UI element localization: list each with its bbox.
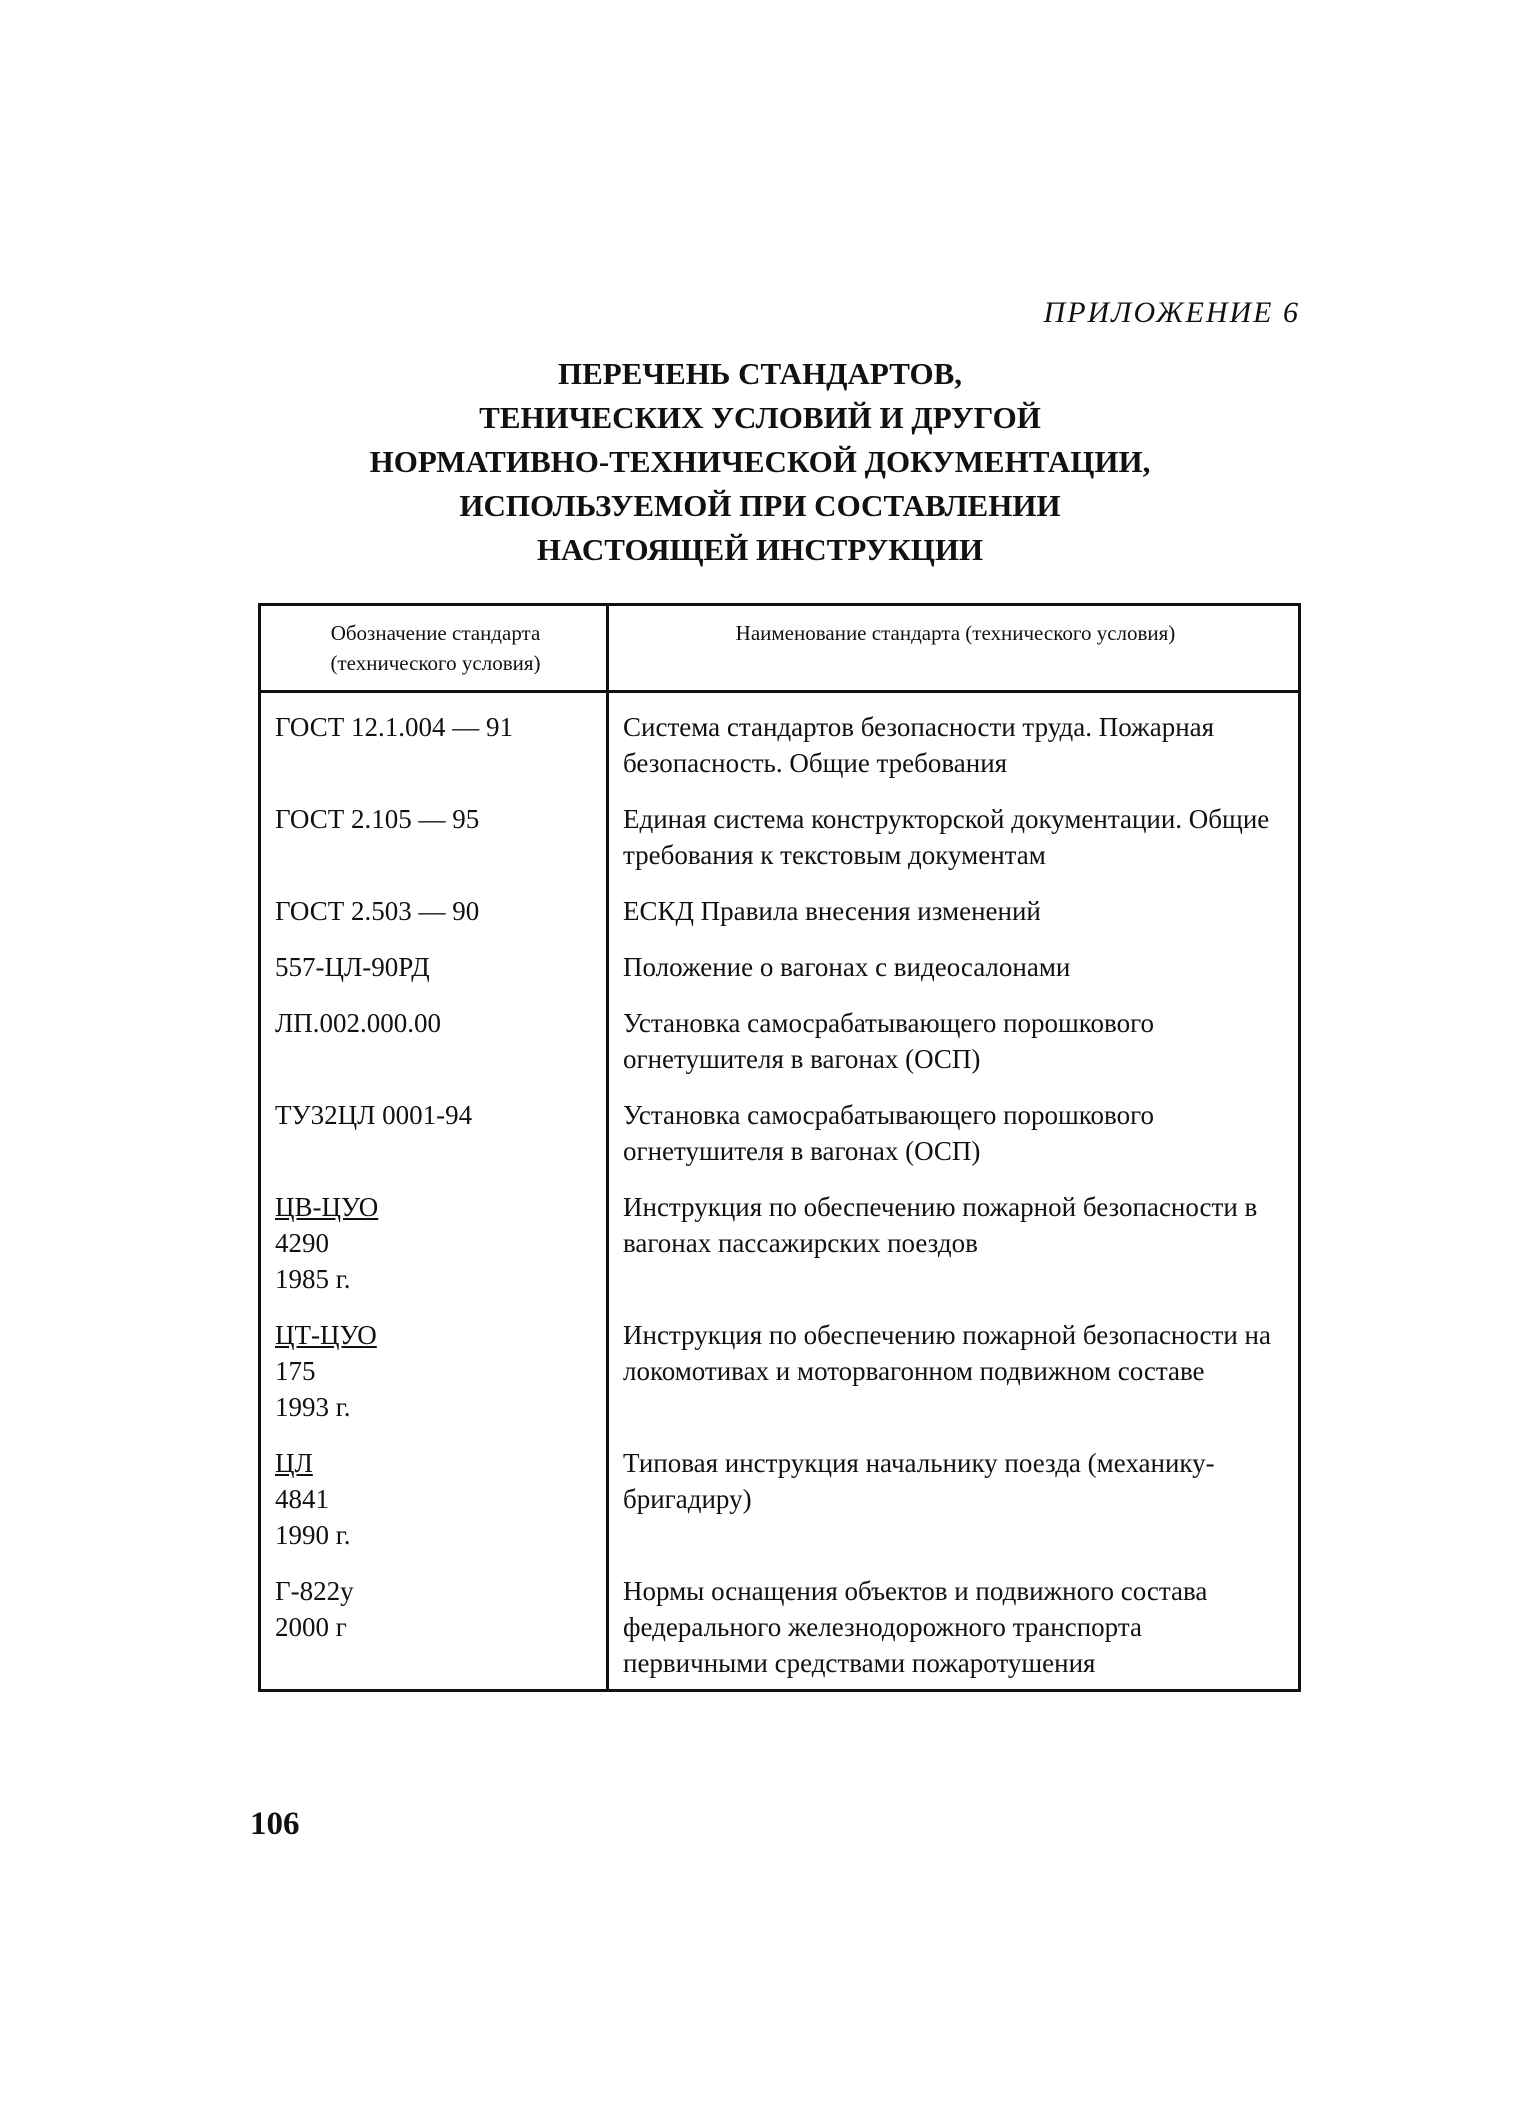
table-row [260,893,1300,949]
standard-name: Положение о вагонах с видеосалонами [608,949,1300,1005]
title-line: НОРМАТИВНО-ТЕХНИЧЕСКОЙ ДОКУМЕНТАЦИИ, [369,444,1151,479]
standard-name: Инструкция по обеспечению пожарной безопасности в вагонах пассажирских поездов [608,1189,1300,1317]
table-row [260,801,1300,893]
standard-number: 4290 [275,1228,329,1258]
standard-name: Единая система конструкторской документации. Общие требования к текстовым документам [608,801,1300,893]
standard-code: 557-ЦЛ-90РД [275,952,430,982]
standard-year: 1985 г. [275,1264,351,1294]
table-row [260,1573,1300,1691]
standard-code-cell [260,692,608,802]
title-line: НАСТОЯЩЕЙ ИНСТРУКЦИИ [536,532,984,567]
title-line: ТЕНИЧЕСКИХ УСЛОВИЙ И ДРУГОЙ [479,400,1041,435]
standard-code-cell [260,1005,608,1097]
standard-code-cell [260,1097,608,1189]
standard-code-cell [260,1189,608,1317]
standard-code-cell [260,1573,608,1691]
standard-year: 1990 г. [275,1520,351,1550]
table-row [260,1317,1300,1445]
table-row [260,692,1300,802]
standards-table [258,603,1301,1692]
standard-code: ГОСТ 2.105 — 95 [275,804,480,834]
header-code-line: (технического условия) [330,651,541,675]
header-code [260,605,608,692]
standard-number: 4841 [275,1484,329,1514]
title-line: ПЕРЕЧЕНЬ СТАНДАРТОВ, [557,356,963,391]
standard-name: Установка самосрабатывающего порошкового огнетушителя в вагонах (ОСП) [608,1005,1300,1097]
standard-name: Типовая инструкция начальнику поезда (механику-бригадиру) [608,1445,1300,1573]
standard-code: ЦВ-ЦУО [275,1192,379,1222]
appendix-label: ПРИЛОЖЕНИЕ 6 [1043,296,1300,329]
table-row [260,1445,1300,1573]
header-name: Наименование стандарта (технического условия) [608,605,1300,692]
standard-code: ЛП.002.000.00 [275,1008,442,1038]
standard-code-cell [260,949,608,1005]
standard-name: Инструкция по обеспечению пожарной безопасности на локомотивах и моторвагонном подвижном составе [608,1317,1300,1445]
standard-name: ЕСКД Правила внесения изменений [608,893,1300,949]
standard-code-cell [260,801,608,893]
standard-name: Система стандартов безопасности труда. Пожарная безопасность. Общие требования [608,692,1300,802]
table-header-row [260,605,1300,692]
table-row [260,1005,1300,1097]
standard-number: 2000 г [275,1612,347,1642]
table-row [260,949,1300,1005]
standard-code-cell [260,1317,608,1445]
standard-code: ГОСТ 2.503 — 90 [275,896,480,926]
standard-code: ГОСТ 12.1.004 — 91 [275,712,514,742]
standard-code-cell [260,893,608,949]
header-code-line: Обозначение стандарта [330,621,541,645]
page-number: 106 [250,1806,300,1842]
table-row [260,1189,1300,1317]
standard-code: Г-822у [275,1576,354,1606]
title-line: ИСПОЛЬЗУЕМОЙ ПРИ СОСТАВЛЕНИИ [459,488,1061,523]
standard-code: ЦТ-ЦУО [275,1320,377,1350]
standard-code: ЦЛ [275,1448,313,1478]
document-title [260,352,1260,572]
standard-name: Нормы оснащения объектов и подвижного состава федерального железнодорожного транспорта первичными средствами пожаротушения [608,1573,1300,1691]
standard-number: 175 [275,1356,316,1386]
standard-name: Установка самосрабатывающего порошкового огнетушителя в вагонах (ОСП) [608,1097,1300,1189]
table-row [260,1097,1300,1189]
standard-code-cell [260,1445,608,1573]
standard-year: 1993 г. [275,1392,351,1422]
standard-code: ТУ32ЦЛ 0001-94 [275,1100,473,1130]
